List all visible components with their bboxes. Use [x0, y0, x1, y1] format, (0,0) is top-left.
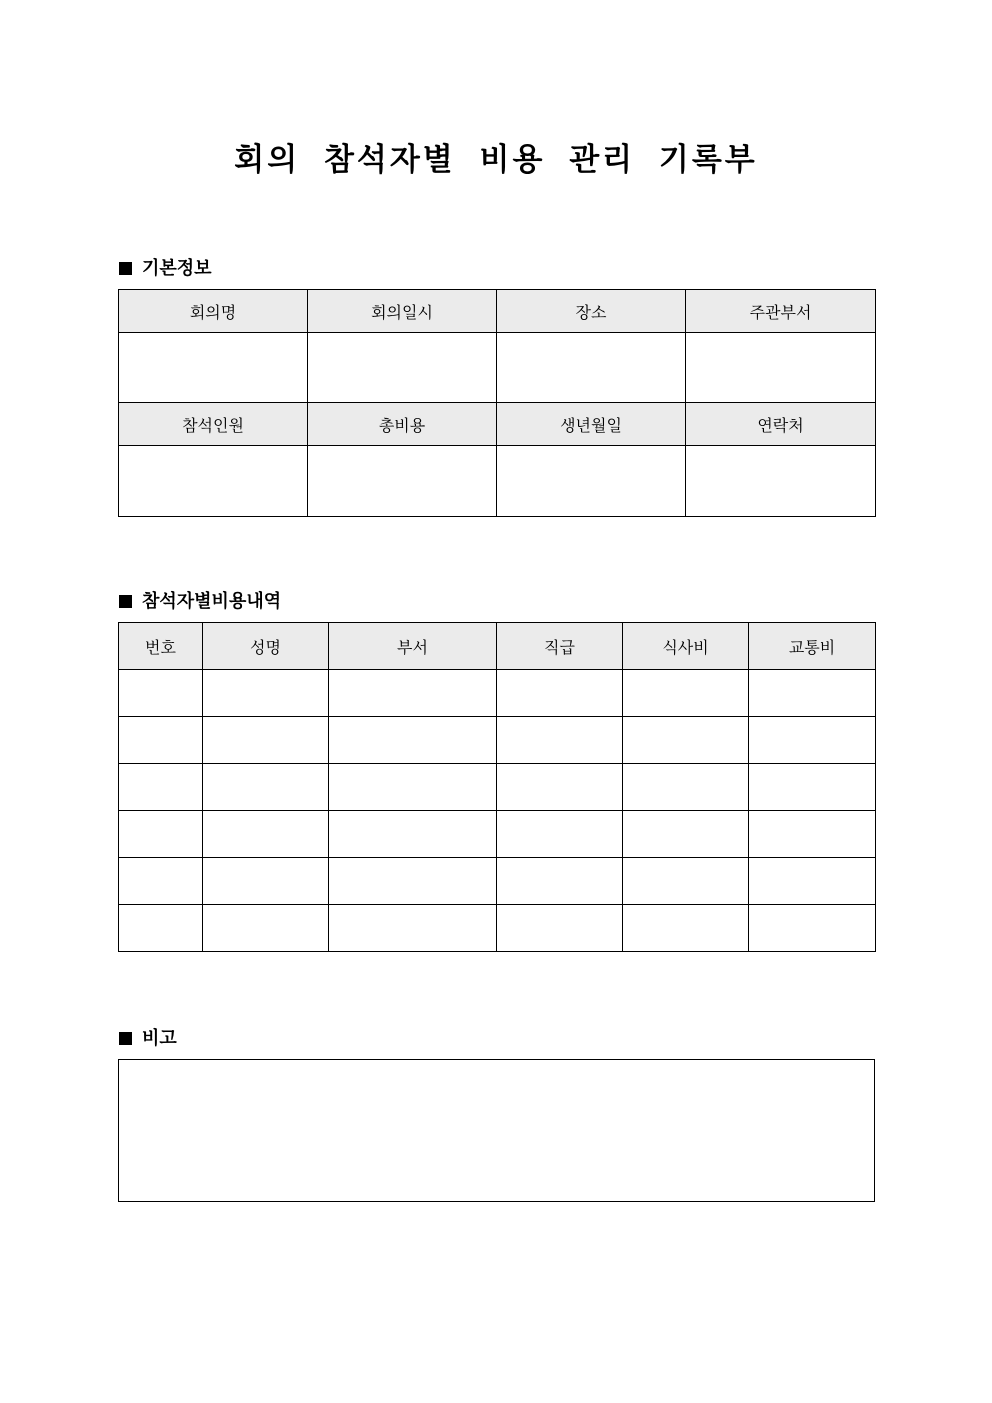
- table-cell[interactable]: [623, 717, 749, 764]
- table-cell[interactable]: [497, 764, 623, 811]
- table-cell[interactable]: [497, 905, 623, 952]
- table-cell[interactable]: [203, 858, 329, 905]
- header-total-cost: 총비용: [308, 403, 497, 446]
- header-number: 번호: [119, 623, 203, 670]
- table-cell[interactable]: [623, 670, 749, 717]
- table-cell[interactable]: [203, 764, 329, 811]
- remarks-row: [119, 1060, 875, 1202]
- table-row: [119, 858, 876, 905]
- table-cell[interactable]: [329, 811, 497, 858]
- table-cell[interactable]: [623, 858, 749, 905]
- table-cell[interactable]: [329, 717, 497, 764]
- contact-cell[interactable]: [686, 446, 876, 517]
- table-header-row: [119, 403, 876, 446]
- table-row: [119, 717, 876, 764]
- table-cell[interactable]: [749, 811, 876, 858]
- table-cell[interactable]: [749, 717, 876, 764]
- meeting-name-cell[interactable]: [119, 333, 308, 403]
- table-cell[interactable]: [203, 717, 329, 764]
- section-heading-basic-info: [119, 254, 212, 280]
- table-cell[interactable]: [329, 670, 497, 717]
- attendee-count-cell[interactable]: [119, 446, 308, 517]
- square-bullet-icon: [119, 595, 132, 608]
- table-row: [119, 811, 876, 858]
- header-meeting-datetime: 회의일시: [308, 290, 497, 333]
- header-contact: 연락처: [686, 403, 876, 446]
- table-cell[interactable]: [329, 764, 497, 811]
- table-cell[interactable]: [623, 905, 749, 952]
- table-cell[interactable]: [203, 670, 329, 717]
- header-transport-cost: 교통비: [749, 623, 876, 670]
- meeting-datetime-cell[interactable]: [308, 333, 497, 403]
- table-cell[interactable]: [497, 811, 623, 858]
- square-bullet-icon: [119, 262, 132, 275]
- header-name: 성명: [203, 623, 329, 670]
- table-cell[interactable]: [119, 717, 203, 764]
- table-row: [119, 905, 876, 952]
- table-row: [119, 764, 876, 811]
- section-heading-label: 비고: [142, 1028, 177, 1049]
- table-cell[interactable]: [329, 858, 497, 905]
- header-meal-cost: 식사비: [623, 623, 749, 670]
- table-cell[interactable]: [203, 905, 329, 952]
- table-cell[interactable]: [749, 764, 876, 811]
- birthdate-cell[interactable]: [497, 446, 686, 517]
- table-cell[interactable]: [203, 811, 329, 858]
- table-cell[interactable]: [119, 764, 203, 811]
- table-cell[interactable]: [497, 858, 623, 905]
- header-birthdate: 생년월일: [497, 403, 686, 446]
- table-cell[interactable]: [497, 670, 623, 717]
- table-cell[interactable]: [119, 858, 203, 905]
- total-cost-cell[interactable]: [308, 446, 497, 517]
- section-heading-label: 기본정보: [142, 258, 212, 279]
- remarks-cell[interactable]: [119, 1060, 875, 1202]
- host-department-cell[interactable]: [686, 333, 876, 403]
- table-cell[interactable]: [329, 905, 497, 952]
- remarks-table: [118, 1059, 875, 1202]
- page-title: 회의 참석자별 비용 관리 기록부: [234, 142, 758, 178]
- table-cell[interactable]: [623, 764, 749, 811]
- header-location: 장소: [497, 290, 686, 333]
- table-header-row: [119, 623, 876, 670]
- header-department: 부서: [329, 623, 497, 670]
- table-cell[interactable]: [119, 670, 203, 717]
- header-attendee-count: 참석인원: [119, 403, 308, 446]
- table-input-row: [119, 333, 876, 403]
- section-heading-label: 참석자별비용내역: [142, 591, 282, 612]
- square-bullet-icon: [119, 1032, 132, 1045]
- table-cell[interactable]: [119, 905, 203, 952]
- table-cell[interactable]: [623, 811, 749, 858]
- table-cell[interactable]: [119, 811, 203, 858]
- table-cell[interactable]: [749, 670, 876, 717]
- table-cell[interactable]: [749, 858, 876, 905]
- table-header-row: [119, 290, 876, 333]
- location-cell[interactable]: [497, 333, 686, 403]
- section-heading-cost-details: [119, 587, 281, 613]
- table-cell[interactable]: [497, 717, 623, 764]
- table-cell[interactable]: [749, 905, 876, 952]
- header-host-department: 주관부서: [686, 290, 876, 333]
- table-row: [119, 670, 876, 717]
- header-position: 직급: [497, 623, 623, 670]
- table-input-row: [119, 446, 876, 517]
- header-meeting-name: 회의명: [119, 290, 308, 333]
- cost-details-table: [118, 622, 876, 952]
- basic-info-table: [118, 289, 876, 517]
- section-heading-remarks: [119, 1024, 177, 1050]
